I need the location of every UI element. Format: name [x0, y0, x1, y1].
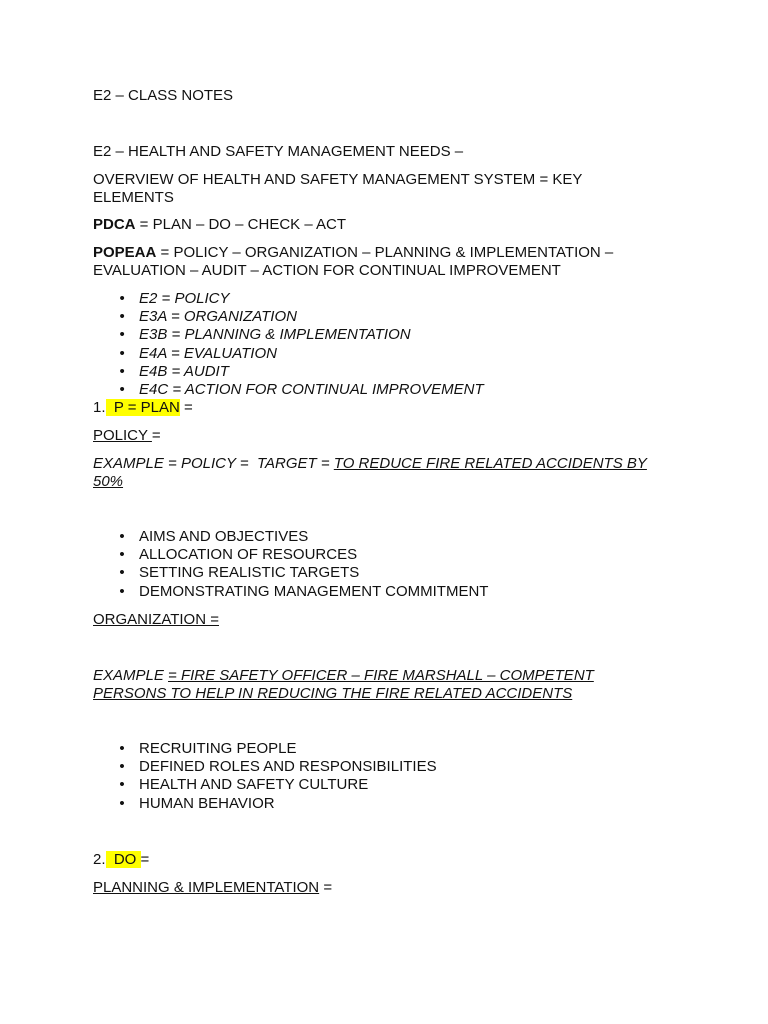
element-list: [93, 290, 484, 399]
organization-example-text: = FIRE SAFETY OFFICER – FIRE MARSHALL – COMPETENT PERSONS TO HELP IN REDUCING THE FIRE RELATED ACCIDENTS: [93, 667, 594, 702]
step-1-label: P = PLAN: [105, 399, 180, 416]
step-2-heading: [93, 851, 693, 869]
list-item: • E2 = POLICY: [93, 290, 484, 308]
popeaa-term: POPEAA: [93, 244, 157, 261]
list-item: • AIMS AND OBJECTIVES: [93, 528, 488, 546]
bullet-icon: •: [119, 546, 125, 564]
bullet-icon: •: [119, 758, 125, 776]
planning-heading-suffix: =: [319, 879, 333, 896]
organization-heading: ORGANIZATION =: [93, 611, 219, 628]
planning-heading: [93, 879, 693, 897]
list-item: • RECRUITING PEOPLE: [93, 740, 437, 758]
policy-bullet-list: [93, 528, 488, 601]
list-item: • E4B = AUDIT: [93, 363, 484, 381]
step-2-number: 2.: [93, 851, 106, 868]
bullet-icon: •: [119, 362, 125, 380]
pdca-term: PDCA: [93, 216, 136, 233]
policy-example: [93, 455, 678, 491]
step-1-number: 1.: [93, 399, 106, 416]
policy-example-prefix: EXAMPLE = POLICY = TARGET =: [93, 455, 334, 472]
pdca-definition: = PLAN – DO – CHECK – ACT: [135, 216, 347, 233]
bullet-icon: •: [119, 776, 125, 794]
pdca-line: [93, 216, 693, 234]
bullet-icon: •: [119, 381, 125, 399]
list-item: • E3B = PLANNING & IMPLEMENTATION: [93, 326, 484, 344]
list-item: • DEFINED ROLES AND RESPONSIBILITIES: [93, 758, 437, 776]
list-item: • HUMAN BEHAVIOR: [93, 795, 437, 813]
step-1-heading: [93, 399, 693, 417]
list-item: • HEALTH AND SAFETY CULTURE: [93, 776, 437, 794]
policy-example-target: TO REDUCE FIRE RELATED ACCIDENTS BY 50%: [93, 455, 647, 490]
document-title: E2 – CLASS NOTES: [93, 87, 234, 104]
popeaa-line: [93, 244, 653, 280]
policy-heading-text: POLICY: [93, 427, 152, 444]
step-1-suffix: =: [179, 399, 193, 416]
bullet-icon: •: [119, 794, 125, 812]
popeaa-definition: = POLICY – ORGANIZATION – PLANNING & IMPLEMENTATION – EVALUATION – AUDIT – ACTION FOR CONTINUAL IMPROVEMENT: [93, 244, 614, 279]
list-item: • E4A = EVALUATION: [93, 345, 484, 363]
bullet-icon: •: [119, 290, 125, 307]
bullet-icon: •: [119, 528, 125, 545]
section-heading: E2 – HEALTH AND SAFETY MANAGEMENT NEEDS –: [93, 143, 464, 160]
planning-heading-text: PLANNING & IMPLEMENTATION: [93, 879, 320, 896]
bullet-icon: •: [119, 582, 125, 600]
list-item: • DEMONSTRATING MANAGEMENT COMMITMENT: [93, 583, 488, 601]
overview-text: OVERVIEW OF HEALTH AND SAFETY MANAGEMENT SYSTEM = KEY ELEMENTS: [93, 171, 583, 206]
step-2-label: DO: [105, 851, 141, 868]
bullet-icon: •: [119, 344, 125, 362]
list-item: • SETTING REALISTIC TARGETS: [93, 564, 488, 582]
list-item: • E3A = ORGANIZATION: [93, 308, 484, 326]
organization-bullet-list: [93, 740, 437, 813]
list-item: • ALLOCATION OF RESOURCES: [93, 546, 488, 564]
policy-heading: [93, 427, 693, 445]
step-2-suffix: =: [140, 851, 150, 868]
bullet-icon: •: [119, 564, 125, 582]
organization-example: [93, 667, 623, 703]
policy-heading-suffix: =: [151, 427, 161, 444]
bullet-icon: •: [119, 308, 125, 326]
organization-example-prefix: EXAMPLE: [93, 667, 169, 684]
list-item: • E4C = ACTION FOR CONTINUAL IMPROVEMENT: [93, 381, 484, 399]
bullet-icon: •: [119, 326, 125, 344]
bullet-icon: •: [119, 740, 125, 757]
